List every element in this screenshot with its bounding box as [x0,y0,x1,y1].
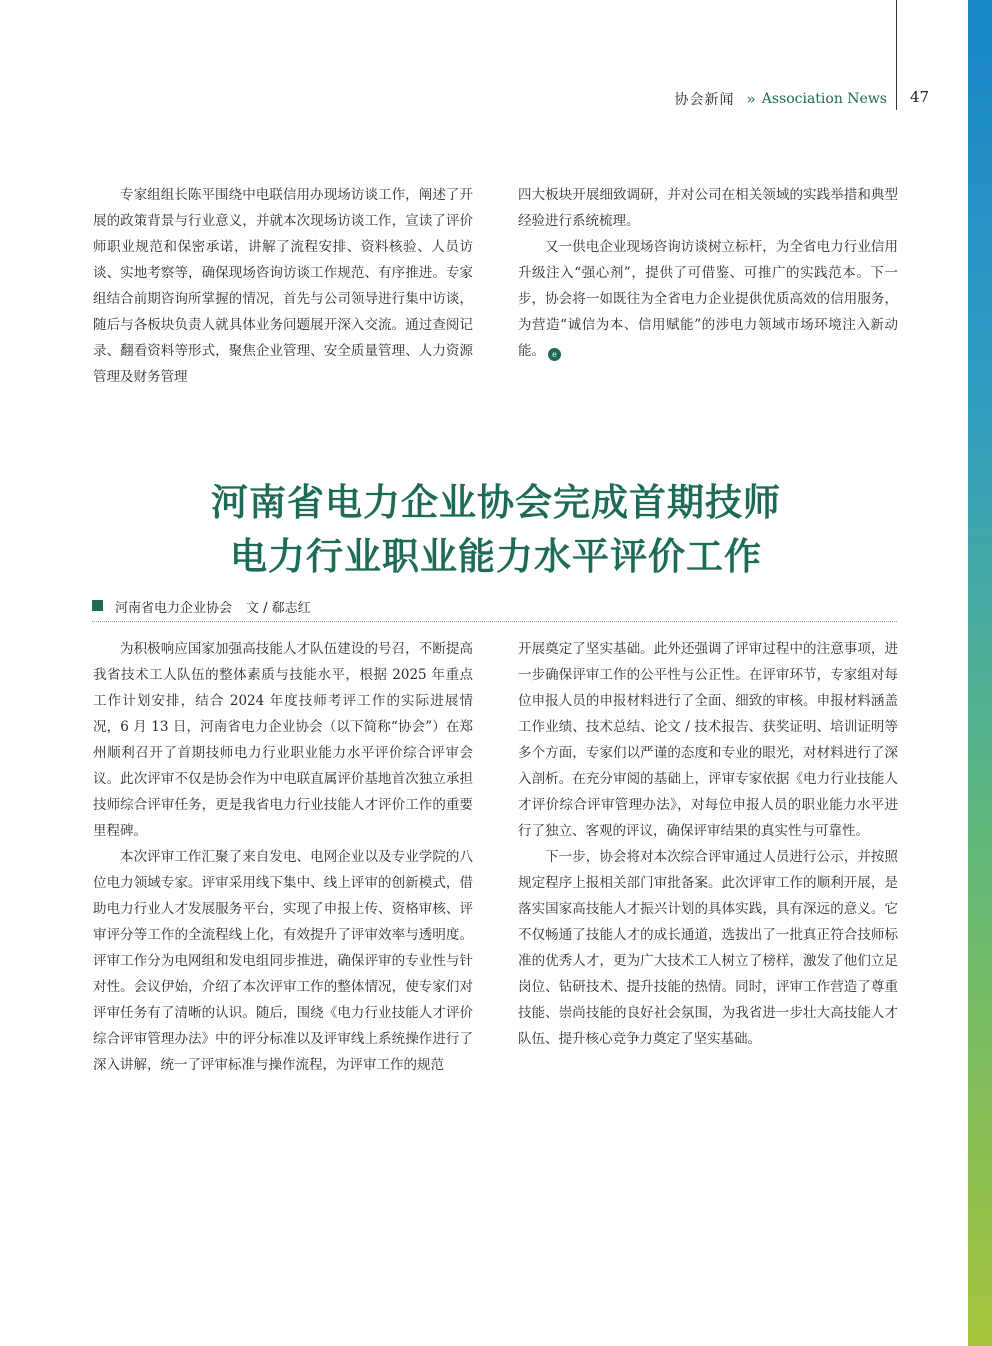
paragraph: 下一步，协会将对本次综合评审通过人员进行公示，并按照规定程序上报相关部门审批备案。此次评审工作的顺利开展，是落实国家高技能人才振兴计划的具体实践，具有深远的意义。它不仅畅通了技能人才的成长通道，选拔出了一批真正符合技师标准的优秀人才，更为广大技术工人树立了榜样，激发了他们立足岗位、钻研技术、提升技能的热情。同时，评审工作营造了尊重技能、崇尚技能的良好社会氛围，为我省进一步壮大高技能人才队伍、提升核心竞争力奠定了坚实基础。 [518,849,898,1047]
running-header [675,88,887,110]
article-title [0,475,992,583]
prev-article-right-column [518,182,898,364]
section-title-cn: 协会新闻 [674,92,735,108]
side-color-bar [968,0,992,1346]
paragraph: 四大板块开展细致调研，并对公司在相关领域的实践举措和典型经验进行系统梳理。 [518,187,898,229]
square-bullet-icon [92,600,103,611]
header-divider [896,0,897,110]
byline-author: 文 / 郗志红 [246,601,311,616]
title-line-2: 电力行业职业能力水平评价工作 [230,534,762,578]
paragraph-text: 又一供电企业现场咨询访谈树立标杆，为全省电力行业信用升级注入“强心剂”，提供了可借鉴、可推广的实践范本。下一步，协会将一如既往为全省电力企业提供优质高效的信用服务，为营造“诚信为本、信用赋能”的涉电力领域市场环境注入新动能。 [518,239,898,359]
paragraph: 本次评审工作汇聚了来自发电、电网企业以及专业学院的八位电力领域专家。评审采用线下集中、线上评审的创新模式，借助电力行业人才发展服务平台，实现了申报上传、资格审核、评审评分等工作的全流程线上化，有效提升了评审效率与透明度。评审工作分为电网组和发电组同步推进，确保评审的专业性与针对性。会议伊始，介绍了本次评审工作的整体情况，使专家们对评审任务有了清晰的认识。随后，围绕《电力行业技能人才评价综合评审管理办法》中的评分标准以及评审线上系统操作进行了深入讲解，统一了评审标准与操作流程，为评审工作的规范 [93,849,473,1073]
paragraph: 专家组组长陈平围绕中电联信用办现场访谈工作，阐述了开展的政策背景与行业意义，并就本次现场访谈工作，宣读了评价师职业规范和保密承诺，讲解了流程安排、资料核验、人员访谈、实地考察等，确保现场咨询访谈工作规范、有序推进。专家组结合前期咨询所掌握的情况，首先与公司领导进行集中访谈，随后与各板块负责人就具体业务问题展开深入交流。通过查阅记录、翻看资料等形式，聚焦企业管理、安全质量管理、人力资源管理及财务管理 [93,187,473,385]
prev-article-left-column [93,182,473,390]
article-right-column [518,636,898,1052]
page-number: 47 [910,88,930,106]
byline-org: 河南省电力企业协会 [115,601,233,616]
title-line-1: 河南省电力企业协会完成首期技师 [211,480,781,524]
paragraph [518,234,898,364]
end-mark-icon: e [548,348,561,361]
paragraph: 为积极响应国家加强高技能人才队伍建设的号召，不断提高我省技术工人队伍的整体素质与技能水平，根据 2025 年重点工作计划安排，结合 2024 年度技师考评工作的实际进展情况，6 月 13 日，河南省电力企业协会（以下简称“协会”）在郑州顺利召开了首期技师电力行业职业能力水平评价综合评审会议。此次评审不仅是协会作为中电联直属评价基地首次独立承担技师综合评审任务，更是我省电力行业技能人才评价工作的重要里程碑。 [93,641,473,839]
article-left-column [93,636,473,1078]
section-title-en: Association News [761,91,887,107]
chevron-separator-icon: » [746,90,756,108]
byline [92,597,897,622]
paragraph: 开展奠定了坚实基础。此外还强调了评审过程中的注意事项，进一步确保评审工作的公平性与公正性。在评审环节，专家组对每位申报人员的申报材料进行了全面、细致的审核。申报材料涵盖工作业绩、技术总结、论文 / 技术报告、获奖证明、培训证明等多个方面，专家们以严谨的态度和专业的眼光，对材料进行了深入剖析。在充分审阅的基础上，评审专家依据《电力行业技能人才评价综合评审管理办法》，对每位申报人员的职业能力水平进行了独立、客观的评议，确保评审结果的真实性与可靠性。 [518,641,898,839]
